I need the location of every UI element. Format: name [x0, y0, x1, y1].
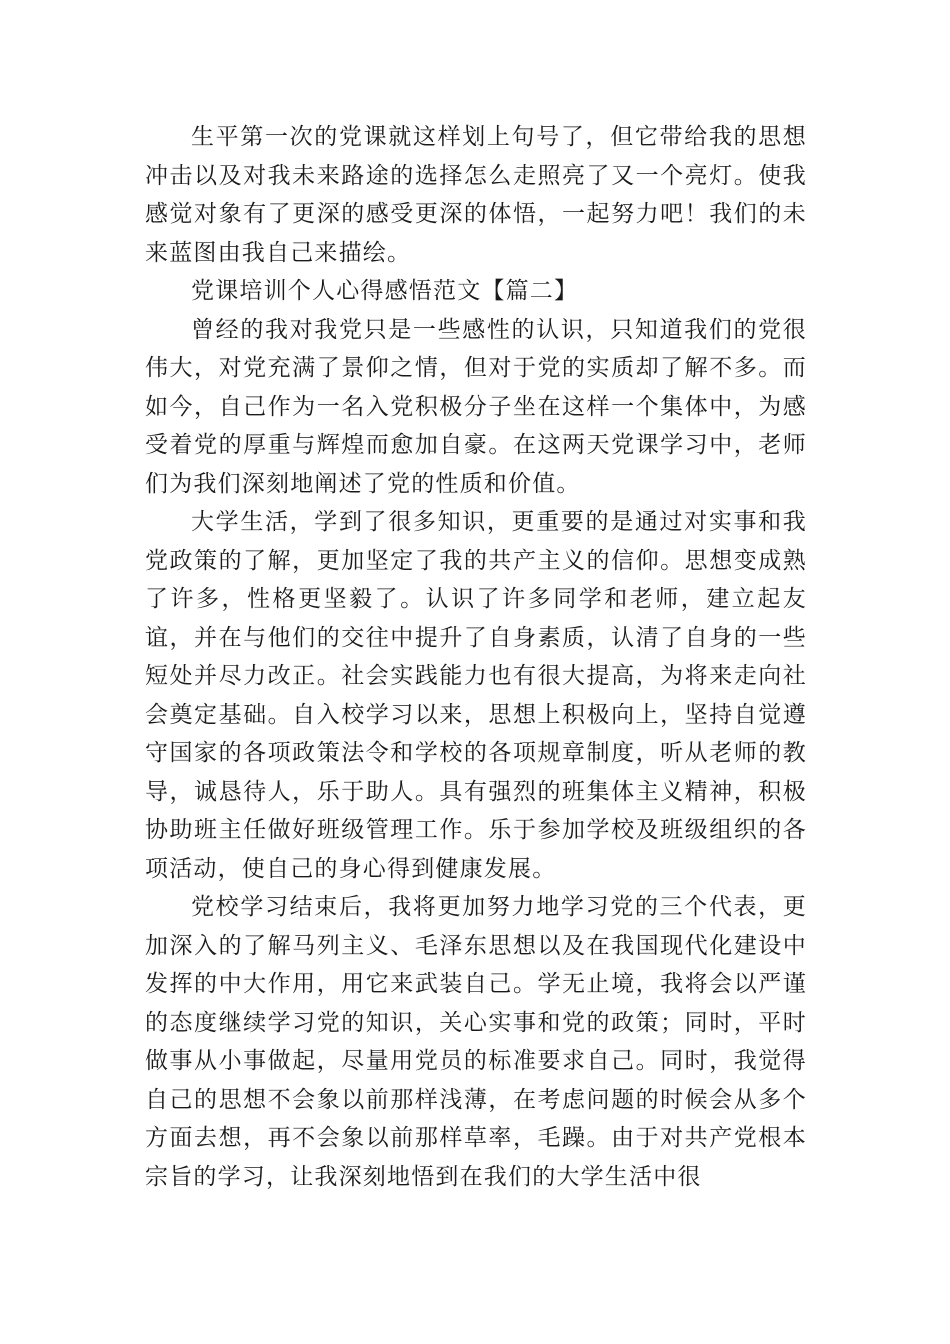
- paragraph-after-party-school: 党校学习结束后，我将更加努力地学习党的三个代表，更加深入的了解马列主义、毛泽东思想以及在我国现代化建设中发挥的中大作用，用它来武装自己。学无止境，我将会以严谨的态度继续学习党的知识，关心实事和党的政策；同时，平时做事从小事做起，尽量用党员的标准要求自己。同时，我觉得自己的思想不会象以前那样浅薄，在考虑问题的时候会从多个方面去想，再不会象以前那样草率，毛躁。由于对共产党根本宗旨的学习，让我深刻地悟到在我们的大学生活中很: [145, 894, 807, 1190]
- paragraph-conclusion: 生平第一次的党课就这样划上句号了，但它带给我的思想冲击以及对我未来路途的选择怎么走照亮了又一个亮灯。使我感觉对象有了更深的感受更深的体悟，一起努力吧！我们的未来蓝图由我自己来描绘。: [145, 124, 807, 266]
- section-heading: 党课培训个人心得感悟范文【篇二】: [191, 278, 579, 304]
- paragraph-intro: 曾经的我对我党只是一些感性的认识，只知道我们的党很伟大，对党充满了景仰之情，但对于党的实质却了解不多。而如今，自己作为一名入党积极分子坐在这样一个集体中，为感受着党的厚重与辉煌而愈加自豪。在这两天党课学习中，老师们为我们深刻地阐述了党的性质和价值。: [145, 316, 807, 497]
- paragraph-college-life: 大学生活，学到了很多知识，更重要的是通过对实事和我党政策的了解，更加坚定了我的共产主义的信仰。思想变成熟了许多，性格更坚毅了。认识了许多同学和老师，建立起友谊，并在与他们的交往中提升了自身素质，认清了自身的一些短处并尽力改正。社会实践能力也有很大提高，为将来走向社会奠定基础。自入校学习以来，思想上积极向上，坚持自觉遵守国家的各项政策法令和学校的各项规章制度，听从老师的教导，诚恳待人，乐于助人。具有强烈的班集体主义精神，积极协助班主任做好班级管理工作。乐于参加学校及班级组织的各项活动，使自己的身心得到健康发展。: [145, 509, 807, 882]
- document-body: [145, 118, 807, 1196]
